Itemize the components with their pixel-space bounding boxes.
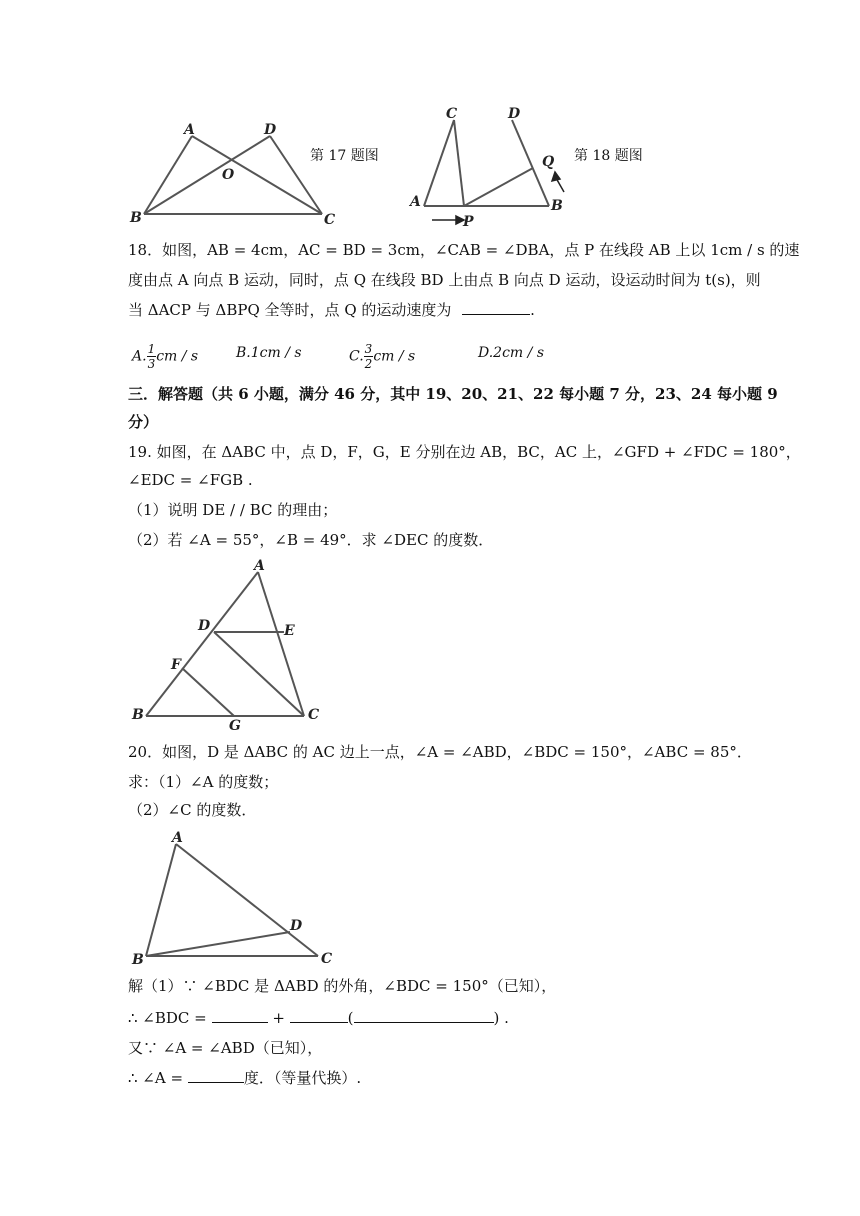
fig19-label-f: F [171, 657, 181, 673]
q18-option-b: B.1cm / s [236, 345, 302, 361]
q18-line3 [128, 300, 535, 320]
fig17-label-c: C [324, 212, 336, 226]
q18-option-a [132, 342, 198, 371]
q18-option-a-unit: cm / s [156, 348, 199, 365]
q19-line1: 19. 如图，在 ΔABC 中，点 D，F，G，E 分别在边 AB，BC，AC 上，∠GFD + ∠FDC = 180°， [128, 443, 801, 461]
q18-line2: 度由点 A 向点 B 运动，同时，点 Q 在线段 BD 上由点 B 向点 D 运动，设运动时间为 t(s)，则 [128, 271, 761, 289]
figure-17 [128, 116, 348, 226]
fig19-label-g: G [229, 718, 241, 732]
fig19-label-d: D [198, 618, 211, 634]
fig19-label-b: B [132, 707, 144, 723]
fig18-label-d: D [508, 106, 521, 122]
q18-option-c-num: 3 [364, 342, 373, 356]
fig18-label-p: P [463, 214, 474, 230]
q19-sub2: （2）若 ∠A = 55°，∠B = 49°．求 ∠DEC 的度数． [128, 531, 494, 549]
solution-line2-close: ) . [493, 1009, 509, 1027]
q18-option-c-den: 2 [364, 357, 373, 371]
q18-line1: 18．如图，AB = 4cm，AC = BD = 3cm，∠CAB = ∠DBA，点 P 在线段 AB 上以 1cm / s 的速 [128, 241, 800, 259]
solution-line2-plus: + [272, 1009, 285, 1027]
q18-line3-end: . [530, 301, 535, 319]
fig19-label-c: C [308, 707, 320, 723]
figure-18-caption: 第 18 题图 [574, 148, 643, 164]
q20-line1: 20．如图，D 是 ΔABC 的 AC 边上一点，∠A = ∠ABD，∠BDC = 150°，∠ABC = 85°． [128, 743, 752, 761]
figure-17-caption: 第 17 题图 [310, 148, 379, 164]
fig20-label-b: B [132, 952, 144, 968]
solution-blank-angle-a[interactable] [188, 1068, 244, 1083]
solution-line4-prefix: ∴ ∠A = [128, 1069, 184, 1087]
section3-heading-line1: 三．解答题（共 6 小题，满分 46 分，其中 19、20、21、22 每小题 7 分，23、24 每小题 9 [128, 385, 778, 403]
figure-18 [406, 102, 576, 232]
q18-answer-blank[interactable] [462, 300, 530, 315]
solution-line4 [128, 1068, 361, 1088]
solution-line2-prefix: ∴ ∠BDC = [128, 1009, 207, 1027]
solution-line4-suffix: 度．（等量代换）. [243, 1069, 362, 1087]
solution-line2 [128, 1008, 509, 1028]
fig17-label-d: D [264, 122, 277, 138]
figure-20 [128, 826, 348, 972]
fig18-label-q: Q [542, 154, 555, 170]
q20-sub2: （2）∠C 的度数． [128, 801, 257, 819]
fig17-label-a: A [184, 122, 195, 138]
fig19-label-e: E [284, 623, 295, 639]
q18-option-c [349, 342, 415, 371]
section3-heading-line2: 分） [128, 413, 159, 431]
solution-blank-2[interactable] [290, 1008, 348, 1023]
solution-line1: 解（1）∵ ∠BDC 是 ΔABD 的外角，∠BDC = 150°（已知）， [128, 977, 557, 995]
fig19-label-a: A [254, 558, 265, 574]
fig20-label-a: A [172, 830, 183, 846]
solution-blank-reason[interactable] [354, 1008, 494, 1023]
q18-option-c-unit: cm / s [373, 348, 416, 365]
q18-line3-text: 当 ΔACP 与 ΔBPQ 全等时，点 Q 的运动速度为 [128, 301, 452, 319]
q19-line2: ∠EDC = ∠FGB . [128, 471, 253, 489]
q20-sub1: 求：（1）∠A 的度数； [128, 773, 279, 791]
fig17-label-b: B [130, 210, 142, 226]
fig17-label-o: O [222, 167, 235, 183]
q18-option-a-den: 3 [147, 357, 156, 371]
figure-19 [128, 556, 338, 732]
solution-line3: 又∵ ∠A = ∠ABD（已知）， [128, 1039, 323, 1057]
fig20-label-d: D [290, 918, 303, 934]
q19-sub1: （1）说明 DE / / BC 的理由； [128, 501, 338, 519]
fig18-label-c: C [446, 106, 458, 122]
q18-option-c-prefix: C. [349, 348, 364, 365]
solution-blank-1[interactable] [212, 1008, 268, 1023]
q18-option-a-num: 1 [147, 342, 156, 356]
q18-option-d: D.2cm / s [478, 345, 545, 361]
q18-option-a-prefix: A. [132, 348, 147, 365]
fig20-label-c: C [321, 951, 333, 967]
fig18-label-a: A [410, 194, 421, 210]
solution-line2-open: ( [347, 1009, 354, 1027]
fig18-label-b: B [551, 198, 563, 214]
